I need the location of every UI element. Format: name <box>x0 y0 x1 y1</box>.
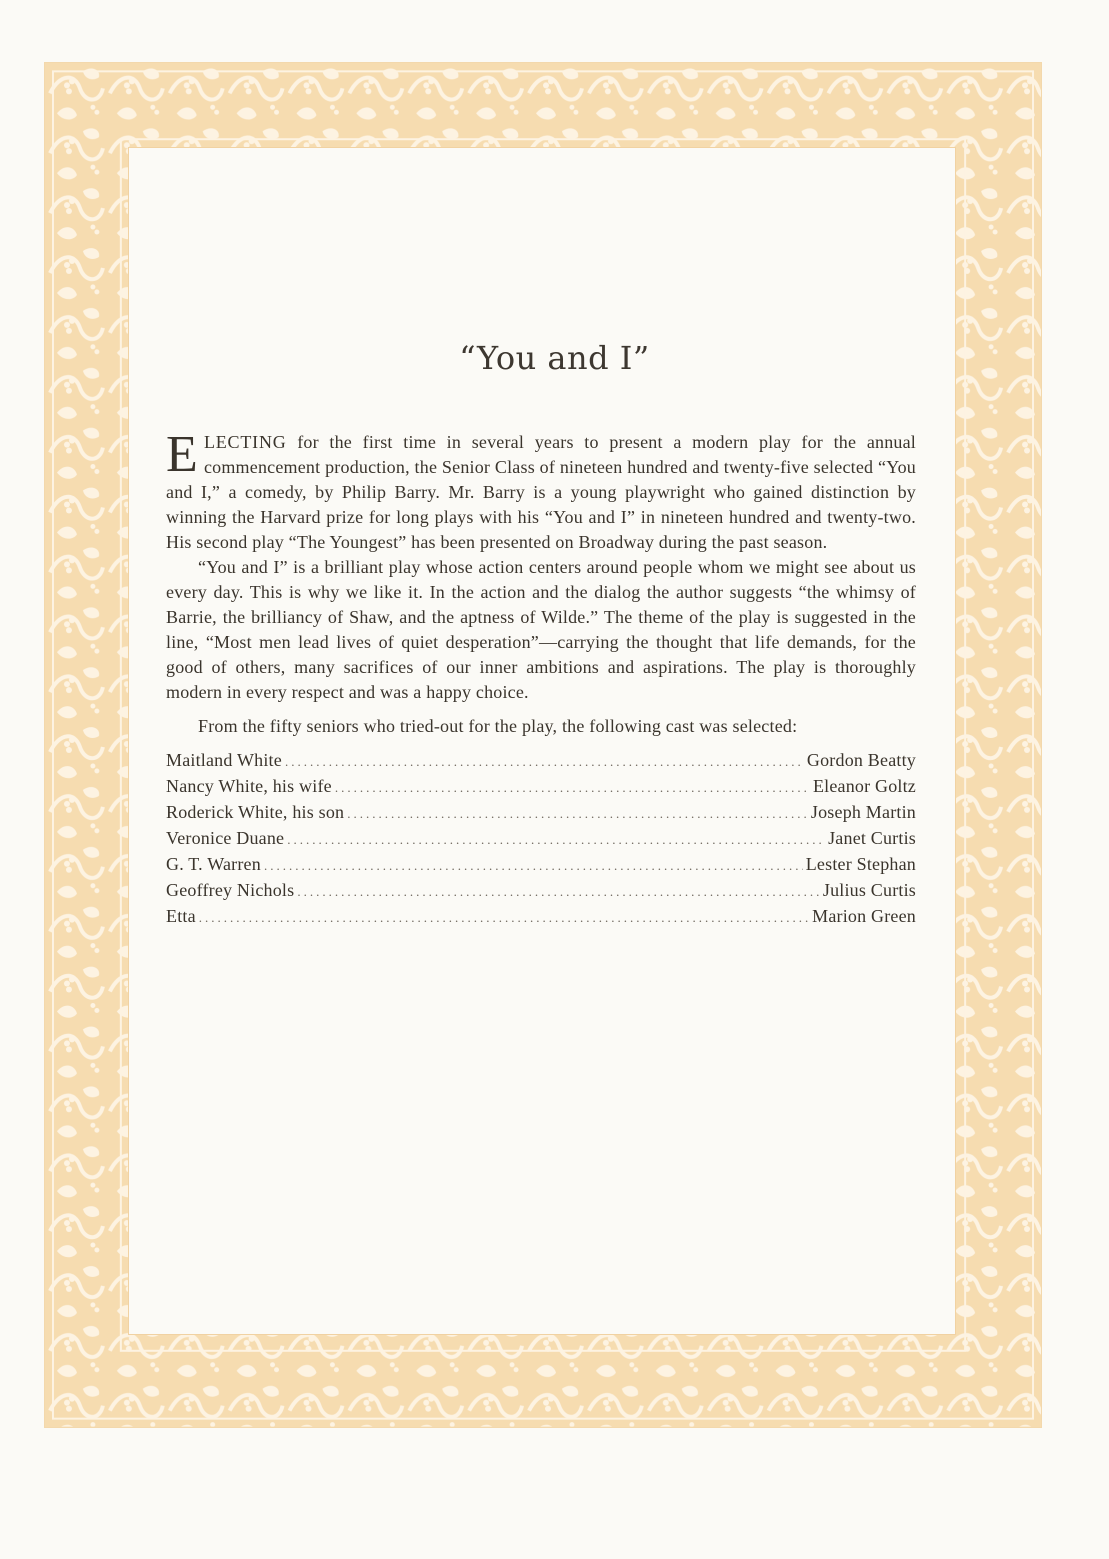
paragraph-3: From the fifty seniors who tried-out for the play, the following cast was selected: <box>198 716 798 736</box>
cast-role: G. T. Warren <box>166 854 261 874</box>
cast-list <box>166 748 916 930</box>
cast-row <box>166 904 916 930</box>
cast-role: Geoffrey Nichols <box>166 880 295 900</box>
dot-leader <box>335 775 810 800</box>
cast-row <box>166 800 916 826</box>
cast-actor: Gordon Beatty <box>806 750 916 770</box>
drop-cap: E <box>166 426 198 483</box>
dot-leader <box>297 879 820 904</box>
paragraph-2: “You and I” is a brilliant play whose action centers around people whom we might see about us every day. This is why we like it. In the action and the dialog the author suggests “the whimsy of Barrie, the brilliancy of Shaw, and the aptness of Wilde.” The theme of the play is suggested in the line, “Most men lead lives of quiet desperation”—carrying the thought that life demands, for the good of others, many sacrifices of our inner ambitions and aspirations. The play is thoroughly modern in every respect and was a happy choice. <box>166 557 916 702</box>
cast-row <box>166 748 916 774</box>
intro-paragraph <box>166 426 916 555</box>
dot-leader <box>287 827 825 852</box>
cast-role: Veronice Duane <box>166 828 285 848</box>
cast-actor: Eleanor Goltz <box>812 776 916 796</box>
page-title: “You and I” <box>459 339 650 378</box>
cast-actor: Joseph Martin <box>810 802 916 822</box>
cast-row <box>166 826 916 852</box>
cast-actor: Marion Green <box>812 906 916 926</box>
cast-role: Maitland White <box>166 750 282 770</box>
cast-role: Roderick White, his son <box>166 802 345 822</box>
cast-role: Nancy White, his wife <box>166 776 332 796</box>
article-body <box>166 426 916 930</box>
dot-leader <box>199 905 809 930</box>
cast-actor: Julius Curtis <box>822 880 916 900</box>
cast-role: Etta <box>166 906 196 926</box>
cast-row <box>166 878 916 904</box>
dot-leader <box>347 801 808 826</box>
cast-row <box>166 852 916 878</box>
lead-word: LECTING <box>203 432 287 452</box>
cast-actor: Lester Stephan <box>805 854 916 874</box>
cast-row <box>166 774 916 800</box>
cast-actor: Janet Curtis <box>828 828 916 848</box>
dot-leader <box>264 853 803 878</box>
intro-text: for the first time in several years to present a modern play for the annual commencement production, the Senior Class of nineteen hundred and twenty-five selected “You and I,” a comedy, by Philip Barry. Mr. Barry is a young playwright who gained distinction by winning the Harvard prize for long plays with his “You and I” in nineteen hundred and twenty-two. His second play “The Youngest” has been presented on Broadway during the past season. <box>166 432 916 552</box>
dot-leader <box>285 749 804 774</box>
